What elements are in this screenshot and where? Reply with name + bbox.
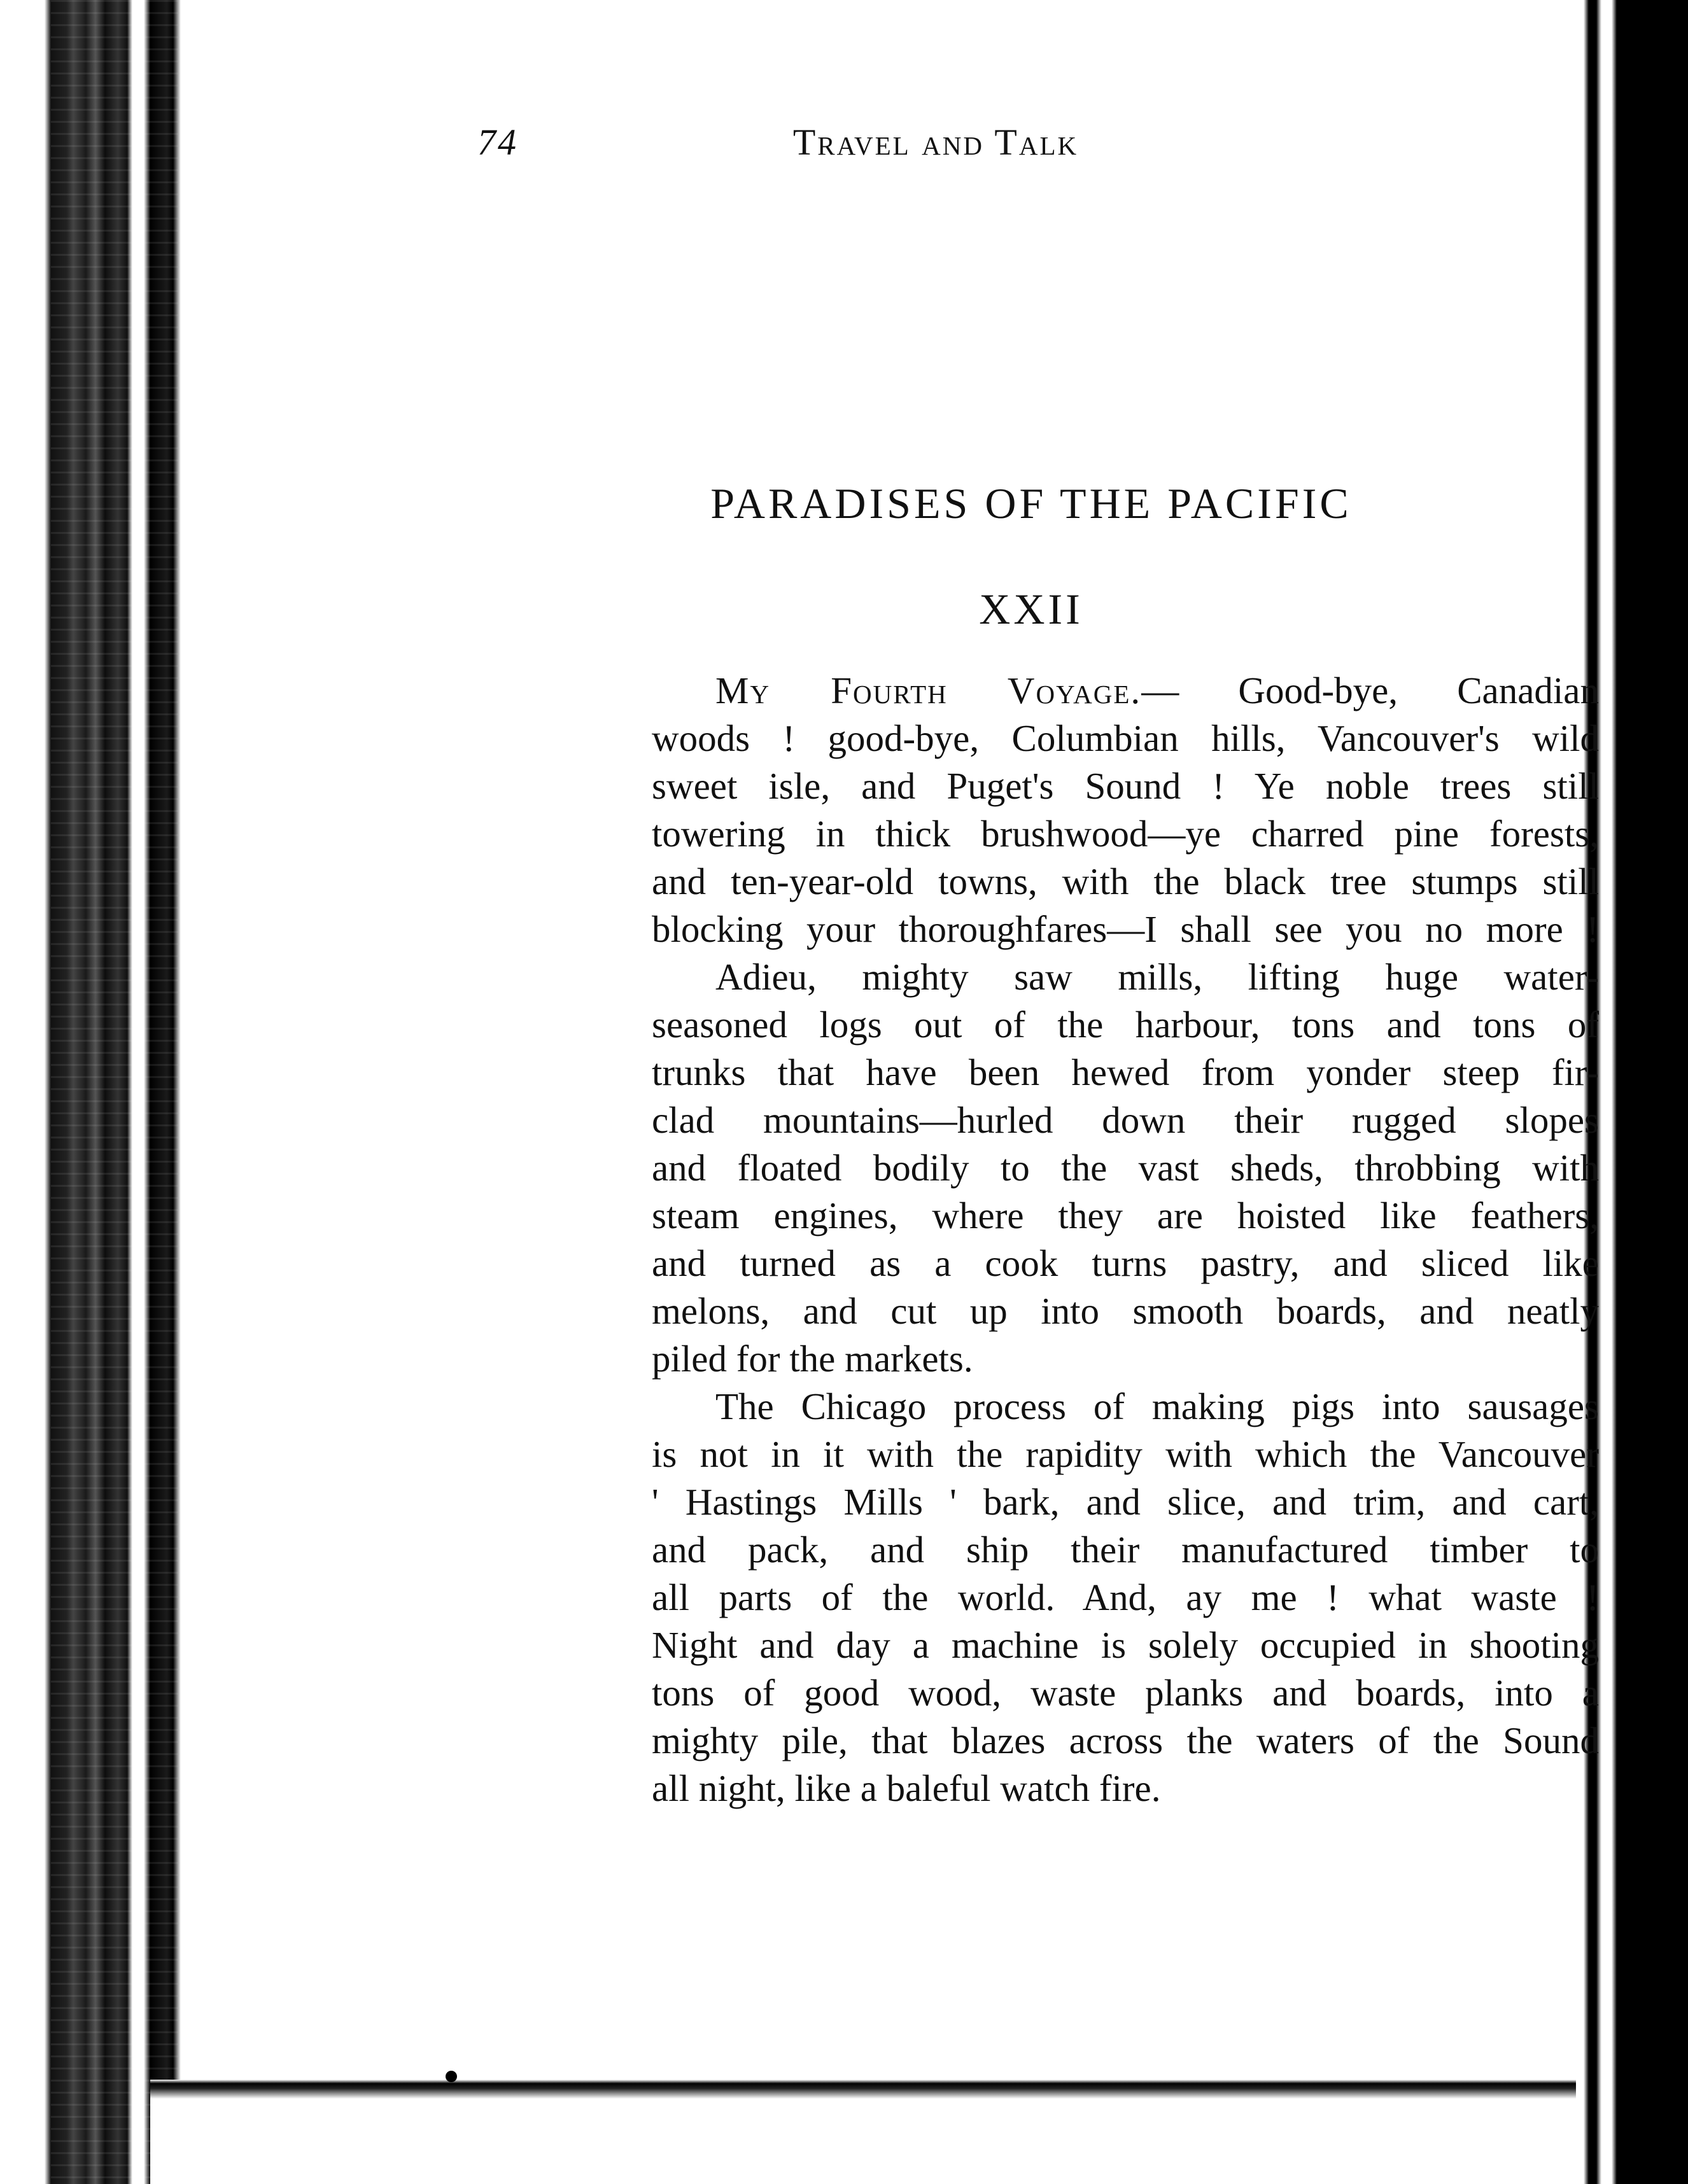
text-line: clad mountains—hurled down their rugged slopes <box>652 1099 1599 1141</box>
text-line: and turned as a cook turns pastry, and sliced like <box>652 1242 1599 1284</box>
page-number: 74 <box>477 122 518 163</box>
text-line <box>652 667 1599 715</box>
body-text <box>652 667 1599 1812</box>
page-bottom-edge <box>150 2080 1576 2099</box>
spine-texture <box>51 0 178 2184</box>
paragraph-1 <box>652 667 1599 953</box>
text-line: tons of good wood, waste planks and boards, into a <box>652 1672 1599 1714</box>
text-line: seasoned logs out of the harbour, tons and tons of <box>652 1004 1599 1046</box>
text-line: steam engines, where they are hoisted like feathers, <box>652 1194 1599 1236</box>
text-line: The Chicago process of making pigs into sausages <box>715 1385 1599 1427</box>
text-line: is not in it with the rapidity with which the Vancouver <box>652 1433 1599 1475</box>
text-line: Adieu, mighty saw mills, lifting huge water- <box>715 956 1599 998</box>
chapter-number: XXII <box>979 585 1083 633</box>
text-line: trunks that have been hewed from yonder steep fir- <box>652 1051 1599 1093</box>
text-line-content: — Good-bye, Canadian <box>1141 669 1599 711</box>
text-line: Night and day a machine is solely occupied in shooting <box>652 1624 1599 1666</box>
text-line: and pack, and ship their manufactured timber to <box>652 1529 1599 1571</box>
text-line: sweet isle, and Puget's Sound ! Ye noble trees still <box>652 765 1599 807</box>
text-line: and ten-year-old towns, with the black tree stumps still <box>652 860 1599 902</box>
text-line: piled for the markets. <box>652 1338 973 1380</box>
paragraph-3 <box>652 1383 1599 1812</box>
section-title: PARADISES OF THE PACIFIC <box>710 479 1352 528</box>
text-line: towering in thick brushwood—ye charred pine forests, <box>652 813 1599 855</box>
paragraph-lead-in: My Fourth Voyage. <box>715 669 1142 711</box>
book-page <box>191 0 1599 2080</box>
text-line: all night, like a baleful watch fire. <box>652 1767 1161 1809</box>
scan-bottom-margin <box>150 2099 1576 2184</box>
text-line: melons, and cut up into smooth boards, and neatly <box>652 1290 1599 1332</box>
book-spine-edge <box>0 0 191 2184</box>
text-line: blocking your thoroughfares—I shall see you no more ! <box>652 908 1599 950</box>
text-line: all parts of the world. And, ay me ! what waste ! <box>652 1576 1599 1618</box>
text-line: ' Hastings Mills ' bark, and slice, and trim, and cart, <box>652 1481 1599 1523</box>
text-line: and floated bodily to the vast sheds, throbbing with <box>652 1147 1599 1189</box>
paragraph-2 <box>652 953 1599 1383</box>
text-line: woods ! good-bye, Columbian hills, Vancouver's wild <box>652 717 1599 759</box>
running-title: Travel and Talk <box>792 122 1079 163</box>
text-line: mighty pile, that blazes across the waters of the Sound <box>652 1719 1599 1761</box>
